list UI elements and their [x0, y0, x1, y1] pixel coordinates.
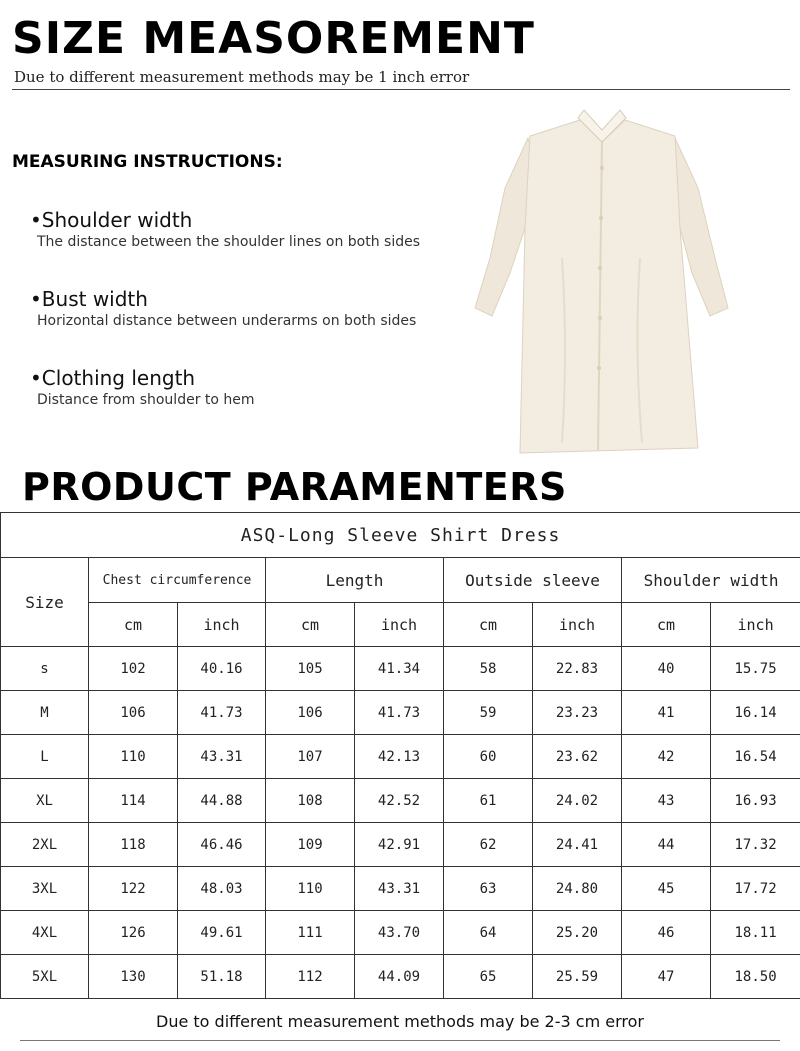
value-cell: 43.31 — [178, 735, 266, 779]
dress-button — [597, 366, 601, 370]
value-cell: 58 — [444, 647, 533, 691]
column-group-length: Length — [266, 558, 444, 603]
value-cell: 108 — [266, 779, 355, 823]
value-cell: 18.50 — [711, 955, 800, 999]
size-cell: M — [1, 691, 89, 735]
value-cell: 51.18 — [178, 955, 266, 999]
instruction-desc: Horizontal distance between underarms on both sides — [37, 313, 417, 329]
value-cell: 62 — [444, 823, 533, 867]
dress-button — [600, 166, 604, 170]
unit-header: cm — [444, 603, 533, 647]
value-cell: 130 — [89, 955, 178, 999]
value-cell: 126 — [89, 911, 178, 955]
value-cell: 102 — [89, 647, 178, 691]
title-divider — [12, 89, 790, 90]
value-cell: 106 — [89, 691, 178, 735]
table-title: ASQ-Long Sleeve Shirt Dress — [1, 513, 800, 558]
unit-header: inch — [355, 603, 444, 647]
instruction-desc: Distance from shoulder to hem — [37, 392, 255, 408]
instruction-clothing-length — [30, 366, 255, 410]
value-cell: 25.20 — [533, 911, 622, 955]
dress-button — [598, 266, 602, 270]
value-cell: 42 — [622, 735, 711, 779]
footer-note: Due to different measurement methods may be 2-3 cm error — [156, 1012, 644, 1031]
value-cell: 46 — [622, 911, 711, 955]
size-cell: 3XL — [1, 867, 89, 911]
value-cell: 43 — [622, 779, 711, 823]
dress-body — [520, 120, 698, 453]
size-table — [0, 512, 800, 999]
instruction-name: •Clothing length — [30, 366, 196, 390]
value-cell: 18.11 — [711, 911, 800, 955]
value-cell: 43.70 — [355, 911, 444, 955]
value-cell: 112 — [266, 955, 355, 999]
table-row — [1, 955, 800, 999]
instruction-name: •Bust width — [30, 287, 148, 311]
instruction-bust-width — [30, 287, 416, 331]
table-row — [1, 911, 800, 955]
value-cell: 40 — [622, 647, 711, 691]
unit-header: cm — [266, 603, 355, 647]
value-cell: 64 — [444, 911, 533, 955]
value-cell: 44.88 — [178, 779, 266, 823]
size-cell: 5XL — [1, 955, 89, 999]
value-cell: 42.52 — [355, 779, 444, 823]
table-row — [1, 779, 800, 823]
value-cell: 43.31 — [355, 867, 444, 911]
value-cell: 41.73 — [355, 691, 444, 735]
value-cell: 15.75 — [711, 647, 800, 691]
value-cell: 118 — [89, 823, 178, 867]
value-cell: 42.13 — [355, 735, 444, 779]
value-cell: 17.72 — [711, 867, 800, 911]
value-cell: 16.54 — [711, 735, 800, 779]
instructions-heading: MEASURING INSTRUCTIONS: — [12, 152, 283, 172]
value-cell: 46.46 — [178, 823, 266, 867]
unit-header: inch — [178, 603, 266, 647]
table-row — [1, 691, 800, 735]
table-row — [1, 647, 800, 691]
unit-header: cm — [622, 603, 711, 647]
value-cell: 110 — [89, 735, 178, 779]
value-cell: 60 — [444, 735, 533, 779]
size-cell: 4XL — [1, 911, 89, 955]
unit-header: inch — [711, 603, 800, 647]
column-group-shoulder-width: Shoulder width — [622, 558, 800, 603]
value-cell: 110 — [266, 867, 355, 911]
size-cell: 2XL — [1, 823, 89, 867]
value-cell: 42.91 — [355, 823, 444, 867]
value-cell: 65 — [444, 955, 533, 999]
unit-header: cm — [89, 603, 178, 647]
value-cell: 22.83 — [533, 647, 622, 691]
instruction-desc: The distance between the shoulder lines on both sides — [37, 234, 421, 250]
dress-button — [599, 216, 603, 220]
value-cell: 41 — [622, 691, 711, 735]
value-cell: 24.80 — [533, 867, 622, 911]
page-title: SIZE MEASOREMENT — [12, 13, 535, 64]
value-cell: 59 — [444, 691, 533, 735]
value-cell: 111 — [266, 911, 355, 955]
value-cell: 23.62 — [533, 735, 622, 779]
unit-header: inch — [533, 603, 622, 647]
value-cell: 61 — [444, 779, 533, 823]
value-cell: 48.03 — [178, 867, 266, 911]
table-row — [1, 867, 800, 911]
footer-divider — [20, 1040, 780, 1041]
value-cell: 40.16 — [178, 647, 266, 691]
value-cell: 16.14 — [711, 691, 800, 735]
value-cell: 107 — [266, 735, 355, 779]
table-row — [1, 823, 800, 867]
value-cell: 47 — [622, 955, 711, 999]
value-cell: 16.93 — [711, 779, 800, 823]
value-cell: 105 — [266, 647, 355, 691]
value-cell: 106 — [266, 691, 355, 735]
shirt-dress-image — [470, 108, 735, 458]
instruction-shoulder-width — [30, 208, 420, 252]
value-cell: 44.09 — [355, 955, 444, 999]
size-rows — [1, 647, 800, 999]
value-cell: 49.61 — [178, 911, 266, 955]
size-cell: L — [1, 735, 89, 779]
value-cell: 41.73 — [178, 691, 266, 735]
instruction-name: •Shoulder width — [30, 208, 193, 232]
value-cell: 63 — [444, 867, 533, 911]
value-cell: 41.34 — [355, 647, 444, 691]
dress-button — [598, 316, 602, 320]
page-subtitle: Due to different measurement methods may be 1 inch error — [14, 68, 470, 86]
value-cell: 23.23 — [533, 691, 622, 735]
table-row — [1, 735, 800, 779]
value-cell: 17.32 — [711, 823, 800, 867]
value-cell: 122 — [89, 867, 178, 911]
column-group-outside-sleeve: Outside sleeve — [444, 558, 622, 603]
value-cell: 24.41 — [533, 823, 622, 867]
size-cell: XL — [1, 779, 89, 823]
value-cell: 44 — [622, 823, 711, 867]
size-cell: s — [1, 647, 89, 691]
size-header: Size — [1, 558, 89, 647]
value-cell: 109 — [266, 823, 355, 867]
value-cell: 114 — [89, 779, 178, 823]
product-parameters-heading: PRODUCT PARAMENTERS — [22, 465, 567, 509]
value-cell: 25.59 — [533, 955, 622, 999]
value-cell: 45 — [622, 867, 711, 911]
value-cell: 24.02 — [533, 779, 622, 823]
column-group-chest: Chest circumference — [89, 558, 266, 603]
